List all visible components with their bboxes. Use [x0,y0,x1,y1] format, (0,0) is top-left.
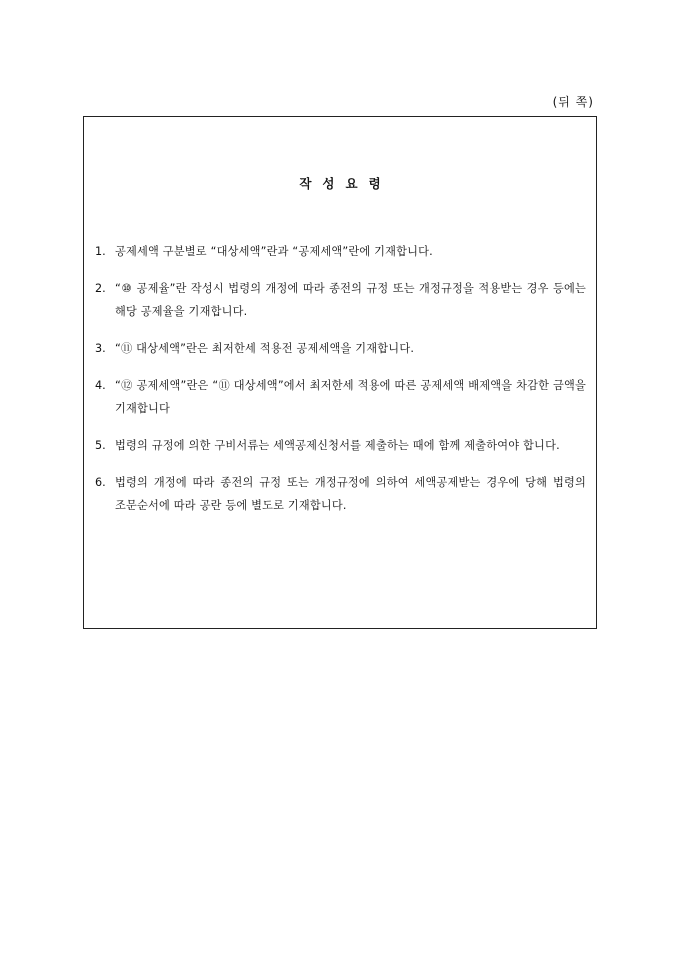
instruction-number: 1. [95,245,106,258]
instruction-item-1 [95,240,586,263]
page-side-label: (뒤 쪽) [552,95,594,109]
instruction-text: “⑫ 공제세액”란은 “⑪ 대상세액”에서 최저한세 적용에 따른 공제세액 배제액을 차감한 금액을 기재합니다 [115,379,586,415]
instruction-item-4 [95,374,586,420]
instruction-text: “⑩ 공제율”란 작성시 법령의 개정에 따라 종전의 규정 또는 개정규정을 적용받는 경우 등에는 해당 공제율을 기재합니다. [115,282,586,318]
instruction-item-2 [95,277,586,323]
instructions-list [95,240,586,531]
instructions-box [83,116,597,629]
instruction-number: 6. [95,476,106,489]
instruction-number: 5. [95,439,106,452]
instruction-text: 법령의 개정에 따라 종전의 규정 또는 개정규정에 의하여 세액공제받는 경우에 당해 법령의 조문순서에 따라 공란 등에 별도로 기재합니다. [115,476,586,512]
instruction-item-5 [95,434,586,457]
instruction-text: 법령의 규정에 의한 구비서류는 세액공제신청서를 제출하는 때에 함께 제출하여야 합니다. [115,439,560,452]
instruction-text: 공제세액 구분별로 “대상세액”란과 “공제세액”란에 기재합니다. [115,245,433,258]
instructions-title: 작성요령 [299,176,392,191]
instruction-number: 2. [95,282,106,295]
instruction-item-6 [95,471,586,517]
instruction-item-3 [95,337,586,360]
instruction-number: 3. [95,342,106,355]
instruction-number: 4. [95,379,106,392]
instruction-text: “⑪ 대상세액”란은 최저한세 적용전 공제세액을 기재합니다. [115,342,415,355]
